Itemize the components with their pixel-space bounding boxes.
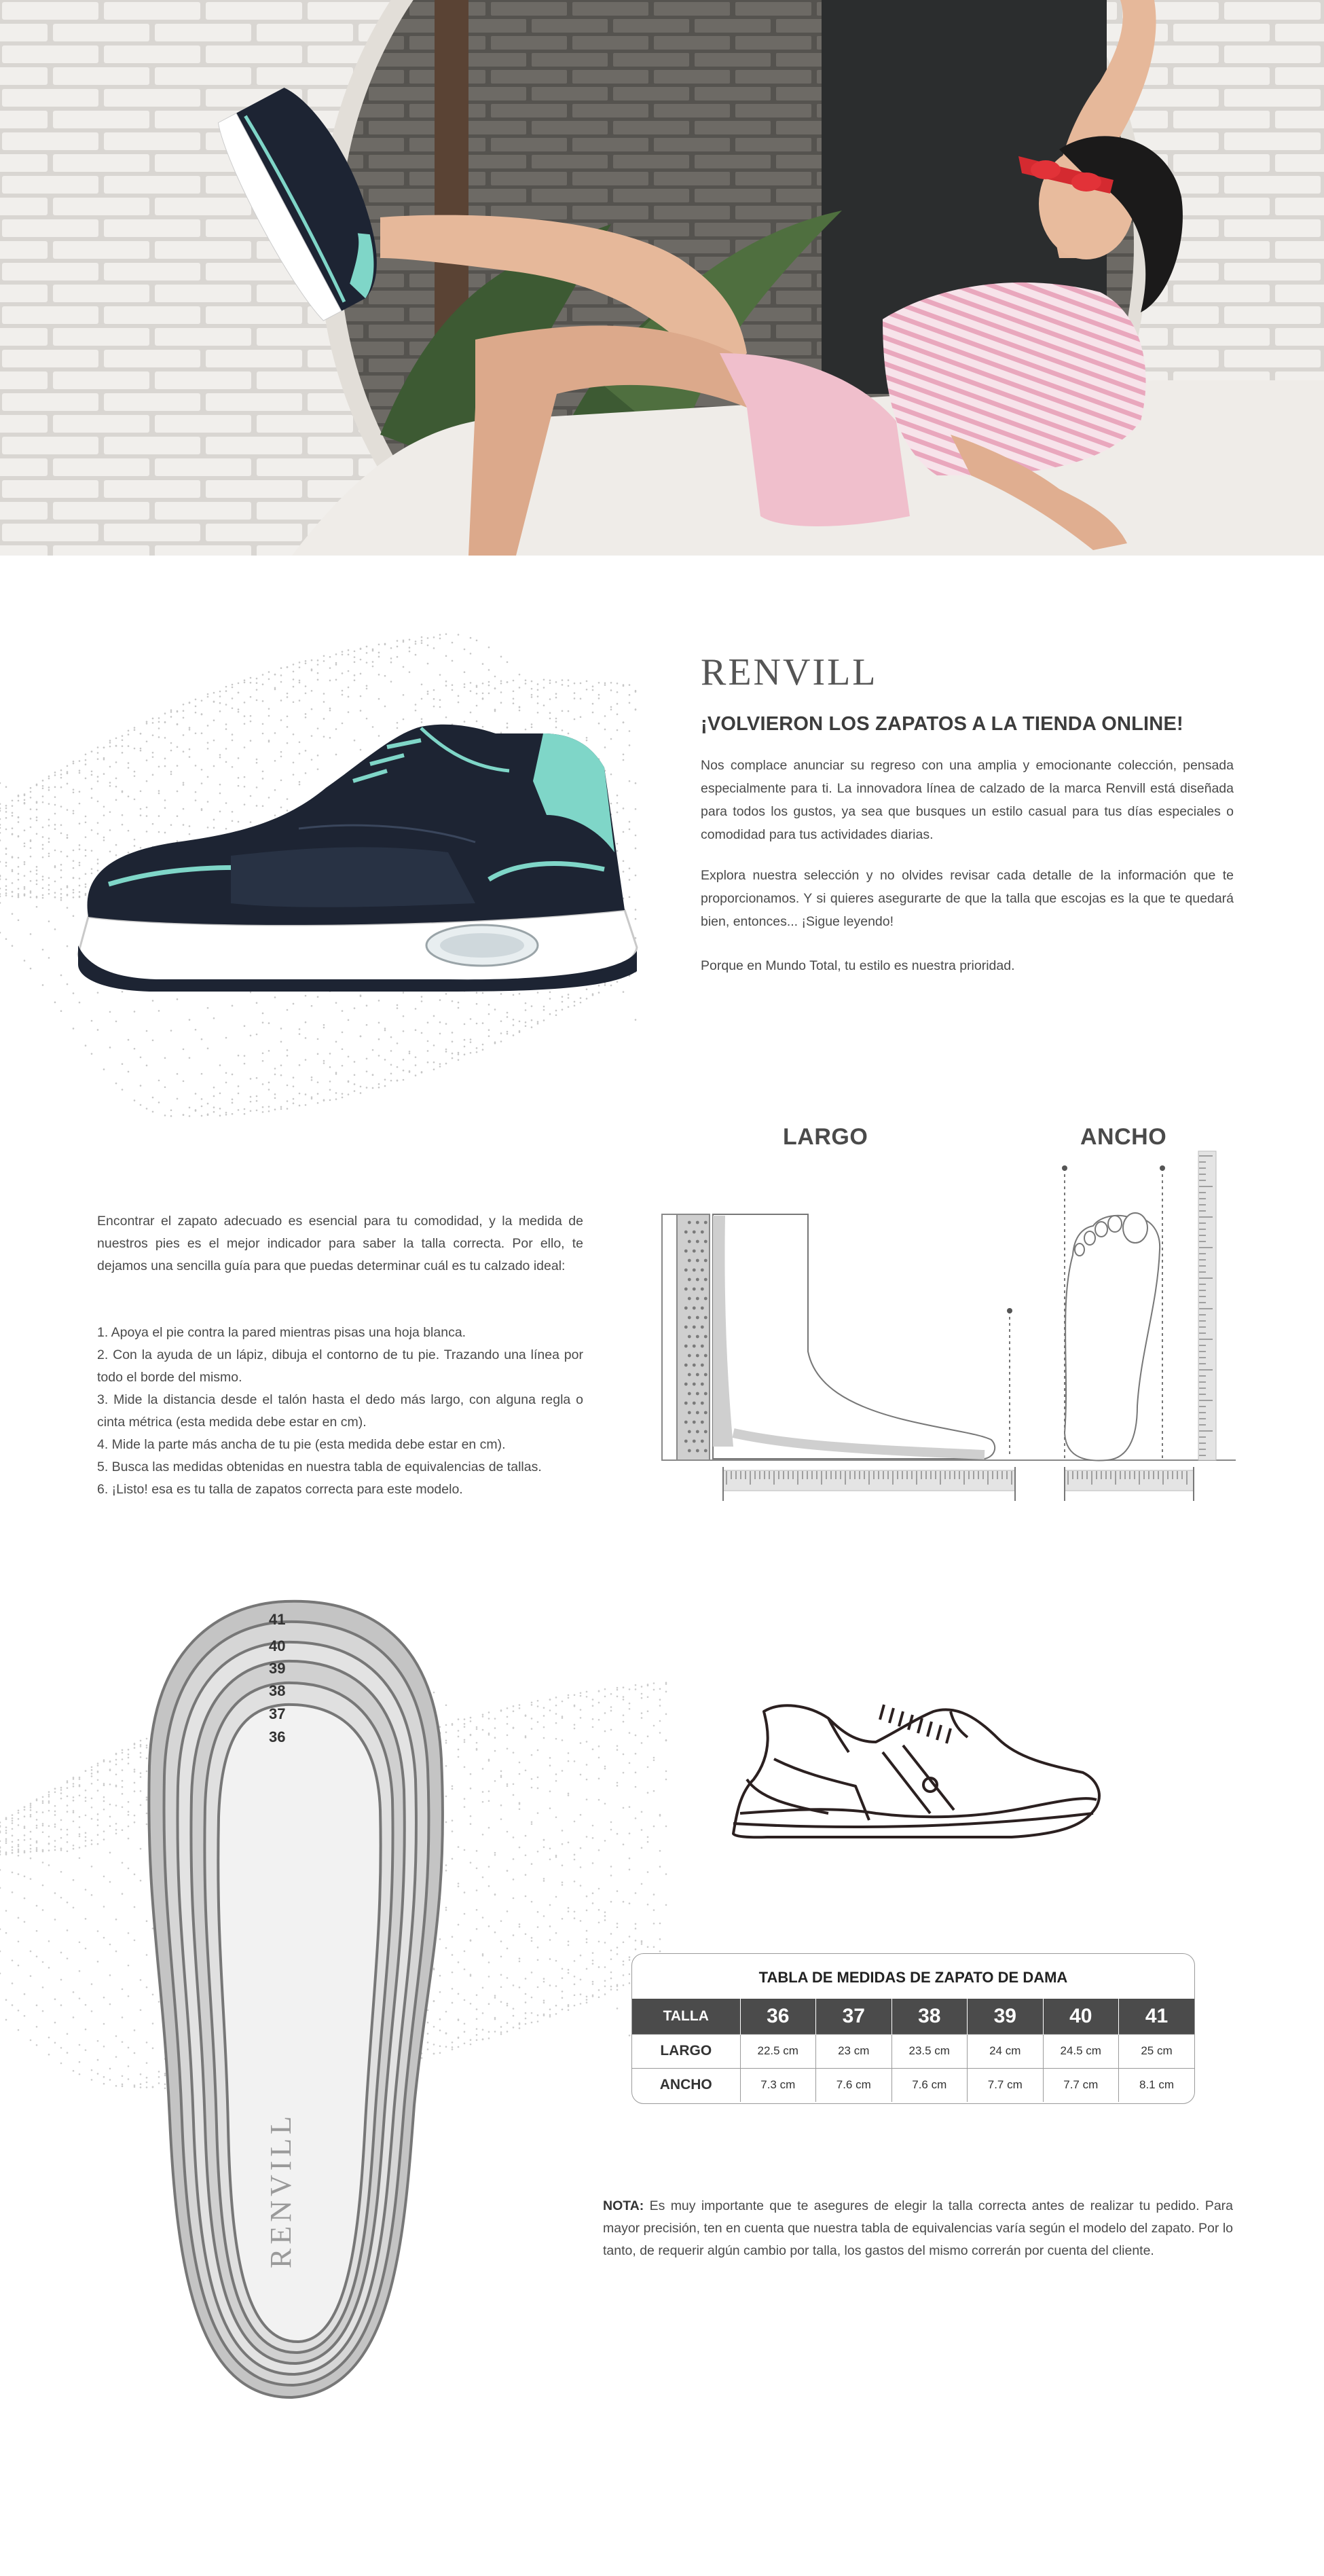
intro-paragraph-3: Porque en Mundo Total, tu estilo es nuestra prioridad.: [701, 958, 1015, 973]
table-cell: 23.5 cm: [891, 2034, 968, 2068]
table-row: [632, 2034, 1194, 2068]
brand-logo: RENVILL: [701, 651, 878, 693]
guide-step: 4. Mide la parte más ancha de tu pie (esta medida debe estar en cm).: [97, 1437, 506, 1452]
note-label: NOTA:: [603, 2198, 644, 2213]
table-cell: 24.5 cm: [1043, 2034, 1119, 2068]
guide-step: 3. Mide la distancia desde el talón hasta el dedo más largo, con alguna regla o cinta métrica (esta medida debe estar en cm).: [97, 1392, 583, 1430]
note-text: Es muy importante que te asegures de elegir la talla correcta antes de realizar tu pedido. Para mayor precisión, ten en cuenta que nuestra tabla de equivalencias varía según el modelo del zapato. Por lo tanto, de requerir algún cambio por talla, los gastos del mismo correrán por cuenta del cliente.: [603, 2198, 1233, 2258]
guide-step: 1. Apoya el pie contra la pared mientras pisas una hoja blanca.: [97, 1325, 466, 1340]
note-paragraph: [603, 2195, 1233, 2262]
sneaker-illustration: [68, 706, 652, 992]
table-cell: 22.5 cm: [740, 2034, 816, 2068]
insole-size-diagram: [143, 1589, 455, 2411]
insole-size-label: 41: [269, 1611, 286, 1628]
table-cell: 7.6 cm: [816, 2068, 892, 2102]
table-header-size: 39: [968, 1999, 1044, 2034]
insole-brand: RENVILL: [264, 2111, 297, 2268]
guide-step: 2. Con la ayuda de un lápiz, dibuja el contorno de tu pie. Trazando una línea por todo el borde del mismo.: [97, 1347, 583, 1385]
table-cell: 7.6 cm: [891, 2068, 968, 2102]
insole-size-label: 36: [269, 1728, 286, 1745]
size-table: [631, 1953, 1195, 2104]
table-header-size: 38: [891, 1999, 968, 2034]
intro-paragraph-2: Explora nuestra selección y no olvides revisar cada detalle de la información que te proporcionamos. Y si quieres asegurarte de que la talla que escojas es la que te quedará bien, entonces... ¡Sigue leyendo!: [701, 868, 1234, 929]
table-header-size: 36: [740, 1999, 816, 2034]
table-header-size: 37: [816, 1999, 892, 2034]
insole-size-label: 39: [269, 1660, 286, 1677]
guide-steps: [97, 1322, 583, 1501]
foot-measurement-diagram: [659, 1148, 1243, 1514]
hero-illustration: [0, 0, 1324, 556]
guide-intro: Encontrar el zapato adecuado es esencial para tu comodidad, y la medida de nuestros pies es el mejor indicador para saber la talla correcta. Por ello, te dejamos una sencilla guía para que puedas determinar cuál es tu calzado ideal:: [97, 1214, 583, 1273]
guide-step: 5. Busca las medidas obtenidas en nuestra tabla de equivalencias de tallas.: [97, 1459, 542, 1474]
insole-size-label: 37: [269, 1705, 286, 1722]
table-cell: 7.3 cm: [740, 2068, 816, 2102]
largo-label: LARGO: [783, 1124, 868, 1150]
size-table-title: TABLA DE MEDIDAS DE ZAPATO DE DAMA: [758, 1969, 1068, 1986]
table-row: [632, 2068, 1194, 2102]
table-cell: 24 cm: [968, 2034, 1044, 2068]
row-label-ancho: ANCHO: [632, 2068, 740, 2102]
hero-photo: [0, 0, 1324, 556]
intro-headline: ¡VOLVIERON LOS ZAPATOS A LA TIENDA ONLINE!: [701, 713, 1183, 735]
table-cell: 23 cm: [816, 2034, 892, 2068]
insole-size-label: 40: [269, 1637, 286, 1654]
table-header-row: [632, 1999, 1194, 2034]
ancho-label: ANCHO: [1080, 1124, 1167, 1150]
table-header-size: 40: [1043, 1999, 1119, 2034]
size-table-grid: [632, 1999, 1194, 2102]
table-cell: 25 cm: [1119, 2034, 1195, 2068]
row-label-largo: LARGO: [632, 2034, 740, 2068]
table-header-label: TALLA: [632, 1999, 740, 2034]
guide-step: 6. ¡Listo! esa es tu talla de zapatos correcta para este modelo.: [97, 1482, 463, 1497]
table-cell: 7.7 cm: [968, 2068, 1044, 2102]
table-cell: 8.1 cm: [1119, 2068, 1195, 2102]
table-cell: 7.7 cm: [1043, 2068, 1119, 2102]
sneaker-line-art: [727, 1677, 1107, 1854]
insole-size-label: 38: [269, 1682, 286, 1699]
intro-paragraph-1: Nos complace anunciar su regreso con una amplia y emocionante colección, pensada especialmente para ti. La innovadora línea de calzado de la marca Renvill está diseñada para todos los gustos, ya sea que busques un estilo casual para tus días especiales o comodidad para tus actividades diarias.: [701, 758, 1234, 842]
table-header-size: 41: [1119, 1999, 1195, 2034]
